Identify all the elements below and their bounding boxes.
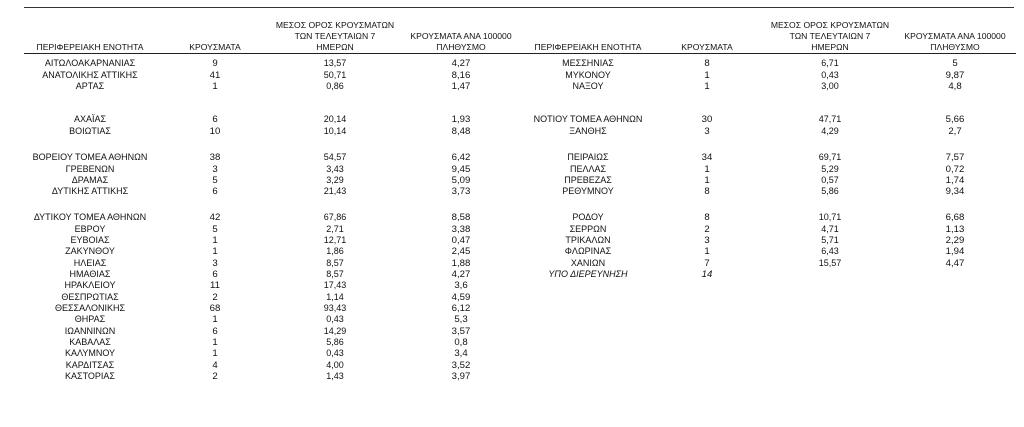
left-table-row: [0, 348, 1024, 359]
left-header-rate-line2: ΠΛΗΘΥΣΜΟ: [436, 42, 486, 52]
cases-value: 30: [701, 114, 713, 125]
avg-value: 21,43: [323, 186, 347, 196]
region-name: ΘΕΣΠΡΩΤΙΑΣ: [61, 292, 119, 302]
cases-value: 1: [704, 81, 710, 92]
rate-value: 6,12: [451, 303, 471, 314]
cases-value: 1: [704, 70, 710, 81]
right-table-row: [0, 235, 1024, 246]
cases-value: 2: [212, 292, 218, 303]
cases-value: 6: [212, 186, 218, 197]
cases-value: 5: [212, 175, 218, 186]
cases-value: 1: [704, 246, 710, 257]
cases-value: 41: [209, 70, 221, 81]
rate-value: 8,48: [451, 126, 471, 137]
cases-value: 1: [212, 235, 218, 246]
cases-value: 9: [212, 58, 218, 69]
avg-value: 0,43: [821, 70, 839, 80]
avg-value: 54,57: [323, 152, 347, 162]
cases-value: 1: [212, 337, 218, 348]
right-table-row: [0, 58, 1024, 69]
left-header-avg-line3: ΗΜΕΡΩΝ: [316, 42, 354, 52]
rate-value: 0,47: [451, 235, 471, 246]
left-header-avg-line2: ΤΩΝ ΤΕΛΕΥΤΑΙΩΝ 7: [294, 31, 376, 41]
cases-value: 1: [704, 164, 710, 175]
cases-value: 11: [210, 280, 220, 291]
cases-value: 8: [704, 212, 710, 223]
region-name: ΣΕΡΡΩΝ: [569, 224, 607, 234]
region-name: ΕΥΒΟΙΑΣ: [70, 235, 110, 245]
rate-value: 6,68: [945, 212, 965, 223]
rate-value: 2,7: [948, 126, 962, 137]
right-table-row: [0, 114, 1024, 125]
avg-value: 1,14: [326, 292, 344, 302]
cases-value: 6: [212, 114, 218, 125]
avg-value: 3,43: [326, 164, 344, 174]
region-name: ΠΡΕΒΕΖΑΣ: [564, 175, 612, 185]
region-name: ΒΟΡΕΙΟΥ ΤΟΜΕΑ ΑΘΗΝΩΝ: [32, 152, 148, 162]
rate-value: 5,09: [451, 175, 471, 186]
rate-value: 1,74: [945, 175, 965, 186]
left-table-row: [0, 303, 1024, 314]
region-name: ΤΡΙΚΑΛΩΝ: [565, 235, 611, 245]
rate-value: 3,52: [451, 360, 471, 371]
region-name: ΑΧΑΪΑΣ: [73, 114, 107, 124]
region-name: ΑΡΤΑΣ: [75, 81, 105, 91]
rate-value: 3,73: [451, 186, 471, 197]
right-table-row: [0, 152, 1024, 163]
avg-value: 0,86: [326, 81, 344, 91]
avg-value: 5,71: [821, 235, 839, 245]
region-name: ΖΑΚΥΝΘΟΥ: [65, 246, 115, 256]
cases-value: 8: [704, 186, 710, 197]
avg-value: 5,86: [821, 186, 839, 196]
avg-value: 1,86: [326, 246, 344, 256]
avg-value: 3,00: [821, 81, 839, 91]
rate-value: 1,93: [451, 114, 471, 125]
cases-value: 3: [212, 164, 218, 175]
rate-value: 9,45: [451, 164, 471, 175]
right-table-row: [0, 258, 1024, 269]
rate-value: 3,6: [454, 280, 468, 291]
right-table-row: [0, 212, 1024, 223]
rate-value: 5: [952, 58, 958, 69]
region-name: ΔΥΤΙΚΟΥ ΤΟΜΕΑ ΑΘΗΝΩΝ: [33, 212, 147, 222]
region-name: ΒΟΙΩΤΙΑΣ: [69, 126, 111, 136]
rate-value: 9,87: [945, 70, 965, 81]
right-table-row: [0, 164, 1024, 175]
avg-value: 69,71: [818, 152, 842, 162]
region-name: ΠΕΛΛΑΣ: [569, 164, 607, 174]
region-name: ΗΛΕΙΑΣ: [73, 258, 107, 268]
cases-value: 2: [212, 371, 218, 382]
right-header-avg-line1: ΜΕΣΟΣ ΟΡΟΣ ΚΡΟΥΣΜΑΤΩΝ: [770, 20, 890, 30]
right-table-row: [0, 186, 1024, 197]
region-name: ΚΑΛΥΜΝΟΥ: [64, 348, 116, 358]
right-table-row: [0, 175, 1024, 186]
cases-value: 3: [704, 126, 710, 137]
rate-value: 1,88: [451, 258, 471, 269]
cases-value: 1: [212, 314, 218, 325]
rate-value: 8,58: [451, 212, 471, 223]
cases-value: 1: [212, 246, 218, 257]
avg-value: 8,57: [326, 269, 344, 279]
rate-value: 1,94: [945, 246, 965, 257]
avg-value: 4,71: [821, 224, 839, 234]
right-header-rate-line2: ΠΛΗΘΥΣΜΟ: [930, 42, 980, 52]
rate-value: 5,66: [945, 114, 965, 125]
rate-value: 5,3: [454, 314, 468, 325]
cases-value: 10: [209, 126, 221, 137]
region-name: ΧΑΝΙΩΝ: [570, 258, 606, 268]
right-header-rate: [888, 31, 1022, 53]
left-header-underline: [24, 53, 524, 54]
right-header-avg-line3: ΗΜΕΡΩΝ: [811, 42, 849, 52]
avg-value: 6,71: [821, 58, 839, 68]
cases-value: 5: [212, 224, 218, 235]
cases-value: 1: [704, 175, 710, 186]
left-header-rate-line1: ΚΡΟΥΣΜΑΤΑ ΑΝΑ 100000: [410, 31, 512, 41]
rate-value: 6,42: [451, 152, 471, 163]
region-name: ΚΑΒΑΛΑΣ: [69, 337, 111, 347]
avg-value: 12,71: [323, 235, 347, 245]
left-header-rate: [398, 31, 524, 53]
right-table-row: [0, 246, 1024, 257]
left-table-row: [0, 326, 1024, 337]
avg-value: 6,43: [821, 246, 839, 256]
left-header-cases: ΚΡΟΥΣΜΑΤΑ: [189, 42, 241, 52]
right-header-avg-line2: ΤΩΝ ΤΕΛΕΥΤΑΙΩΝ 7: [789, 31, 871, 41]
left-table-row: [0, 371, 1024, 382]
avg-value: 17,43: [323, 280, 347, 290]
avg-value: 0,43: [326, 314, 344, 324]
rate-value: 4,27: [451, 269, 471, 280]
rate-value: 8,16: [451, 70, 471, 81]
region-name: ΓΡΕΒΕΝΩΝ: [65, 164, 115, 174]
region-name: ΜΕΣΣΗΝΙΑΣ: [562, 58, 614, 68]
region-name: ΞΑΝΘΗΣ: [569, 126, 607, 136]
region-name: ΔΥΤΙΚΗΣ ΑΤΤΙΚΗΣ: [51, 186, 129, 196]
right-header-region: ΠΕΡΙΦΕΡΕΙΑΚΗ ΕΝΟΤΗΤΑ: [534, 42, 642, 52]
rate-value: 9,34: [945, 186, 965, 197]
left-header-region: ΠΕΡΙΦΕΡΕΙΑΚΗ ΕΝΟΤΗΤΑ: [36, 42, 144, 52]
rate-value: 4,47: [945, 258, 965, 269]
region-name: ΕΒΡΟΥ: [74, 224, 106, 234]
cases-value: 4: [212, 360, 218, 371]
cases-value: 38: [209, 152, 221, 163]
left-table-row: [0, 280, 1024, 291]
cases-value: 1: [212, 81, 218, 92]
avg-value: 14,29: [323, 326, 347, 336]
cases-value: 6: [212, 326, 218, 337]
rate-value: 4,8: [948, 81, 962, 92]
avg-value: 5,29: [821, 164, 839, 174]
region-name: ΠΕΙΡΑΙΩΣ: [567, 152, 609, 162]
avg-value: 47,71: [818, 114, 842, 124]
cases-value: 2: [704, 224, 710, 235]
region-name: ΜΥΚΟΝΟΥ: [565, 70, 611, 80]
avg-value: 15,57: [818, 258, 842, 268]
cases-value: 6: [212, 269, 218, 280]
avg-value: 13,57: [323, 58, 347, 68]
avg-value: 8,57: [326, 258, 344, 268]
region-name: ΙΩΑΝΝΙΝΩΝ: [64, 326, 116, 336]
region-name: ΡΕΘΥΜΝΟΥ: [562, 186, 614, 196]
rate-value: 3,38: [451, 224, 471, 235]
right-table-row: [0, 126, 1024, 137]
region-name: ΗΡΑΚΛΕΙΟΥ: [64, 280, 116, 290]
avg-value: 10,71: [818, 212, 842, 222]
region-name: ΝΑΞΟΥ: [572, 81, 604, 91]
cases-value: 3: [704, 235, 710, 246]
right-table-row: [0, 81, 1024, 92]
left-table-row: [0, 314, 1024, 325]
under-investigation-label: ΥΠΟ ΔΙΕΡΕΥΝΗΣΗ: [548, 269, 628, 279]
avg-value: 1,43: [326, 371, 344, 381]
avg-value: 4,00: [326, 360, 344, 370]
region-name: ΑΝΑΤΟΛΙΚΗΣ ΑΤΤΙΚΗΣ: [42, 70, 138, 80]
region-name: ΝΟΤΙΟΥ ΤΟΜΕΑ ΑΘΗΝΩΝ: [533, 114, 643, 124]
region-name: ΦΛΩΡΙΝΑΣ: [564, 246, 612, 256]
region-name: ΚΑΣΤΟΡΙΑΣ: [65, 371, 115, 381]
avg-value: 50,71: [323, 70, 347, 80]
rate-value: 1,47: [451, 81, 471, 92]
avg-value: 0,43: [326, 348, 344, 358]
region-name: ΚΑΡΔΙΤΣΑΣ: [65, 360, 115, 370]
cases-value: 42: [209, 212, 221, 223]
rate-value: 4,27: [451, 58, 471, 69]
region-name: ΑΙΤΩΛΟΑΚΑΡΝΑΝΙΑΣ: [44, 58, 136, 68]
avg-value: 0,57: [821, 175, 839, 185]
cases-value: 68: [209, 303, 221, 314]
right-table-row: [0, 70, 1024, 81]
right-table-row: [0, 224, 1024, 235]
region-name: ΡΟΔΟΥ: [572, 212, 604, 222]
rate-value: 2,45: [451, 246, 471, 257]
rate-value: 2,29: [945, 235, 965, 246]
avg-value: 4,29: [821, 126, 839, 136]
rate-value: 0,72: [945, 164, 965, 175]
top-rule: [24, 7, 1014, 8]
avg-value: 93,43: [323, 303, 347, 313]
cases-value: 1: [212, 348, 218, 359]
rate-value: 7,57: [945, 152, 965, 163]
right-header-underline: [522, 53, 1016, 54]
rate-value: 3,4: [454, 348, 468, 359]
avg-value: 3,29: [326, 175, 344, 185]
rate-value: 1,13: [945, 224, 965, 235]
avg-value: 5,86: [326, 337, 344, 347]
rate-value: 3,97: [451, 371, 471, 382]
left-table-row: [0, 292, 1024, 303]
region-name: ΔΡΑΜΑΣ: [71, 175, 109, 185]
avg-value: 10,14: [323, 126, 347, 136]
cases-value: 7: [704, 258, 710, 269]
cases-value: 3: [212, 258, 218, 269]
cases-value: 8: [704, 58, 710, 69]
rate-value: 3,57: [451, 326, 471, 337]
left-table-row: [0, 337, 1024, 348]
right-header-avg: [768, 20, 892, 53]
under-investigation-row: [0, 269, 1024, 280]
right-header-cases: ΚΡΟΥΣΜΑΤΑ: [681, 42, 733, 52]
under-investigation-cases: 14: [701, 269, 713, 280]
region-name: ΗΜΑΘΙΑΣ: [69, 269, 111, 279]
left-header-avg: [273, 20, 397, 53]
avg-value: 67,86: [323, 212, 347, 222]
region-name: ΘΕΣΣΑΛΟΝΙΚΗΣ: [54, 303, 126, 313]
avg-value: 2,71: [326, 224, 344, 234]
left-header-avg-line1: ΜΕΣΟΣ ΟΡΟΣ ΚΡΟΥΣΜΑΤΩΝ: [275, 20, 395, 30]
rate-value: 0,8: [454, 337, 468, 348]
left-table-row: [0, 360, 1024, 371]
right-header-rate-line1: ΚΡΟΥΣΜΑΤΑ ΑΝΑ 100000: [904, 31, 1006, 41]
rate-value: 4,59: [451, 292, 471, 303]
region-name: ΘΗΡΑΣ: [74, 314, 106, 324]
avg-value: 20,14: [323, 114, 347, 124]
cases-value: 34: [701, 152, 713, 163]
